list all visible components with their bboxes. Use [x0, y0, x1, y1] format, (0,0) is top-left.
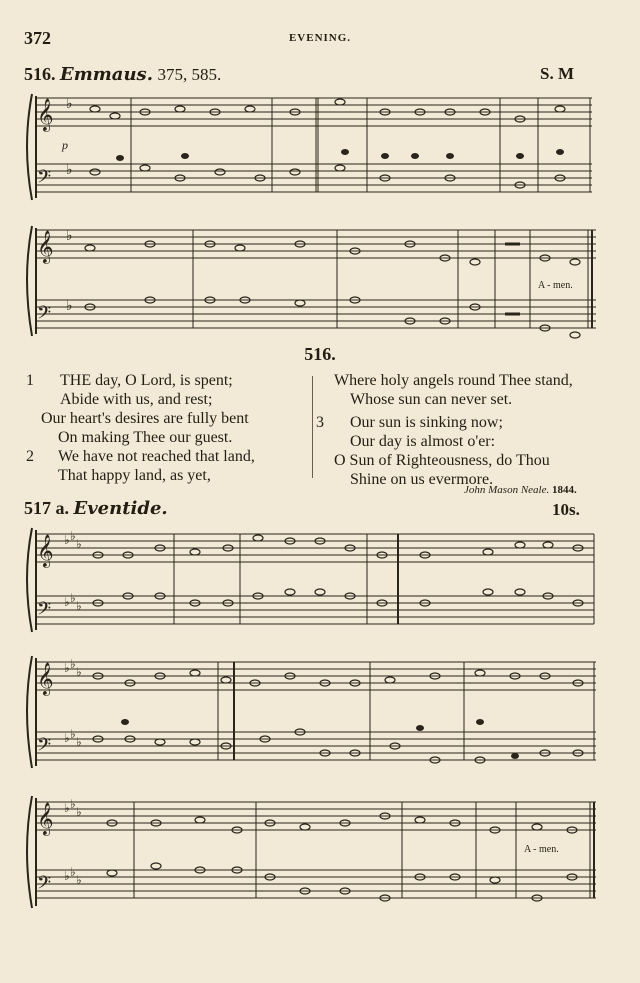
svg-text:♭: ♭	[70, 657, 76, 671]
svg-text:𝄢: 𝄢	[37, 303, 52, 328]
svg-text:𝄢: 𝄢	[37, 599, 52, 624]
verse-line: Whose sun can never set.	[350, 391, 513, 408]
hymn-516-attribution	[464, 484, 577, 496]
verse-line: We have not reached that land,	[58, 448, 255, 465]
hymn-517-tune-name: Eventide.	[73, 498, 168, 519]
running-head: EVENING.	[288, 32, 352, 44]
verse-line: Shine on us evermore.	[350, 471, 494, 488]
svg-text:♭: ♭	[64, 869, 70, 883]
bass-staff	[36, 164, 592, 192]
hymn-517-music-system-2	[0, 650, 640, 780]
svg-text:♭: ♭	[70, 591, 76, 605]
svg-text:♭: ♭	[70, 727, 76, 741]
svg-text:♭: ♭	[76, 873, 82, 887]
verse-line: On making Thee our guest.	[58, 429, 233, 446]
verse-line: O Sun of Righteousness, do Thou	[334, 452, 550, 469]
hymn-516-text-heading: 516.	[304, 344, 336, 364]
hymn-517-music-system-1	[0, 522, 640, 642]
verse-line: Our day is almost o'er:	[350, 433, 496, 450]
column-divider	[312, 376, 313, 478]
svg-text:♭: ♭	[66, 298, 73, 314]
hymn-517-music-system-3	[0, 790, 640, 920]
svg-text:♭: ♭	[76, 599, 82, 613]
verse-line: That happy land, as yet,	[58, 467, 211, 484]
svg-text:♭: ♭	[70, 529, 76, 543]
svg-text:𝄞: 𝄞	[37, 230, 54, 263]
hymn-516-heading	[24, 64, 221, 85]
verse-number: 2	[26, 448, 34, 465]
hymn-516-number: 516.	[24, 64, 56, 84]
svg-text:𝄢: 𝄢	[37, 735, 52, 760]
svg-text:♭: ♭	[64, 661, 70, 675]
svg-text:♭: ♭	[70, 865, 76, 879]
treble-clef-icon: 𝄞	[37, 98, 54, 131]
hymn-517-meter: 10s.	[552, 500, 580, 519]
svg-text:♭: ♭	[76, 735, 82, 749]
page-number: 372	[24, 28, 51, 48]
dynamic-marking: p	[62, 138, 68, 152]
verse-number: 3	[316, 414, 324, 431]
hymn-516-amen: A - men.	[538, 280, 573, 291]
hymn-516-references: 375, 585.	[157, 65, 222, 84]
verse-line: Our heart's desires are fully bent	[41, 410, 249, 427]
treble-staff	[36, 98, 592, 126]
author-year: 1844.	[551, 484, 577, 496]
svg-text:𝄞: 𝄞	[37, 802, 54, 835]
svg-text:𝄢: 𝄢	[37, 873, 52, 898]
svg-text:♭: ♭	[76, 537, 82, 551]
svg-text:♭: ♭	[66, 96, 73, 112]
hymn-516-meter: S. M	[540, 64, 574, 83]
hymn-516-music-system-1	[0, 86, 640, 216]
svg-text:♭: ♭	[76, 805, 82, 819]
svg-text:♭: ♭	[76, 665, 82, 679]
hymn-517-heading	[24, 498, 168, 519]
hymn-517-amen: A - men.	[524, 844, 559, 855]
verse-line: Abide with us, and rest;	[60, 391, 213, 408]
bass-clef-icon: 𝄢	[37, 167, 52, 192]
verse-number: 1	[26, 372, 34, 389]
hymn-516-verses	[0, 372, 640, 492]
verse-line: THE day, O Lord, is spent;	[60, 372, 233, 389]
svg-text:♭: ♭	[66, 228, 73, 244]
svg-text:♭: ♭	[64, 595, 70, 609]
svg-text:♭: ♭	[64, 731, 70, 745]
verse-line: Where holy angels round Thee stand,	[334, 372, 573, 389]
svg-text:𝄞: 𝄞	[37, 662, 54, 695]
svg-text:♭: ♭	[70, 797, 76, 811]
hymn-516-music-system-2	[0, 218, 640, 350]
hymn-516-tune-name: Emmaus.	[60, 64, 153, 85]
verse-line: Our sun is sinking now;	[350, 414, 503, 431]
svg-text:♭: ♭	[64, 801, 70, 815]
svg-text:𝄞: 𝄞	[37, 534, 54, 567]
author-name: John Mason Neale.	[464, 484, 550, 496]
svg-text:♭: ♭	[66, 162, 73, 178]
hymn-517-number: 517 a.	[24, 498, 69, 518]
svg-text:♭: ♭	[64, 533, 70, 547]
